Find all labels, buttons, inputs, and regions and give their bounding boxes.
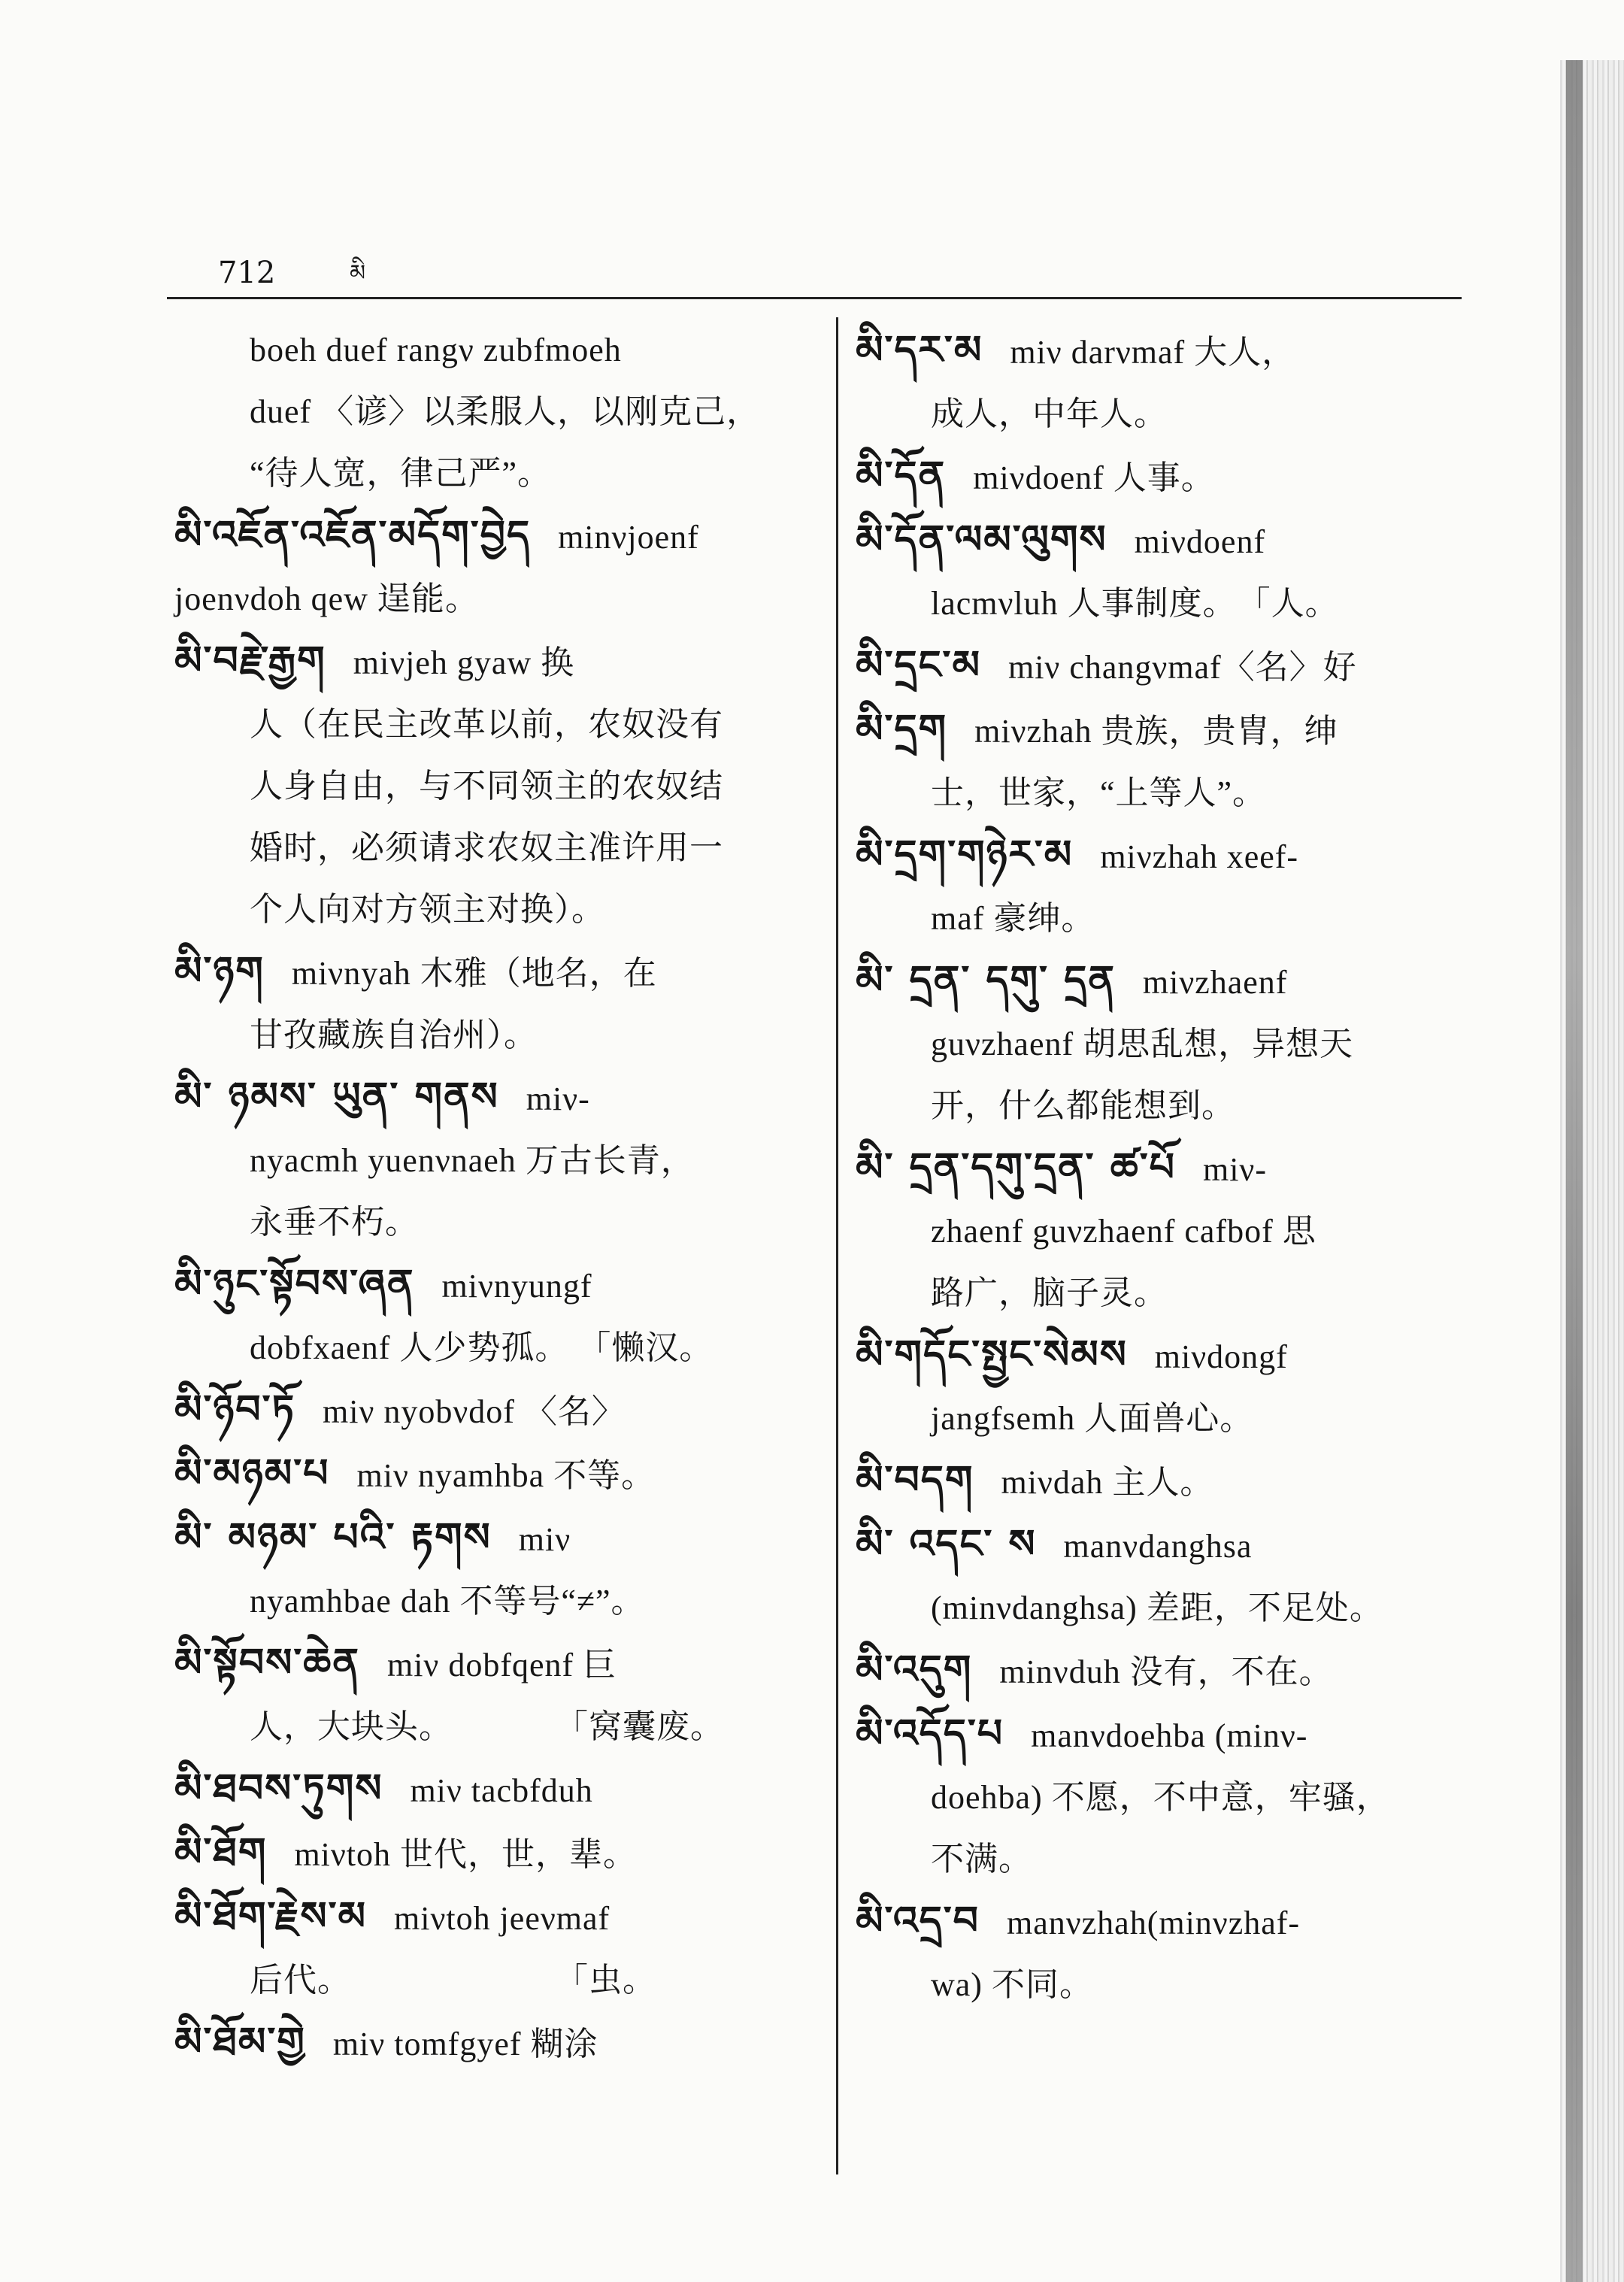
dictionary-entry <box>856 1137 1480 1324</box>
entry-text: miν nyobνdof 〈名〉 <box>323 1393 626 1430</box>
tibetan-headword: མི་ཉུང་སྟོབས་ཞན <box>174 1262 415 1307</box>
entry-first-line <box>856 1324 1480 1388</box>
entry-text: miνdongf <box>1154 1338 1288 1375</box>
entry-continuation: 开，什么都能想到。 <box>931 1087 1235 1124</box>
entry-first-line <box>174 630 814 694</box>
entry-continuation: 成人，中年人。 <box>931 395 1168 432</box>
entry-continuation: 人身自由，与不同领主的农奴结 <box>250 768 723 805</box>
entry-text: minνjoenf joenνdoh qew 逞能。 <box>174 519 699 617</box>
entry-first-line <box>856 445 1480 509</box>
dictionary-entry <box>174 1632 814 1758</box>
entry-continuation: 人（在民主改革以前，农奴没有 <box>250 706 723 743</box>
entry-continuation: 士，世家，“上等人”。 <box>931 774 1267 811</box>
dictionary-entry <box>174 1822 814 1886</box>
tibetan-headword: མི་དར་མ <box>856 328 983 373</box>
entry-text: miνnyungf <box>441 1268 592 1305</box>
tibetan-headword: མི་མཉམ་པ <box>174 1451 330 1496</box>
entry-first-line <box>174 1507 814 1571</box>
dictionary-entry <box>174 505 814 630</box>
dictionary-entry <box>856 1514 1480 1639</box>
entry-text: miν <box>518 1521 571 1558</box>
entry-text: miνnyah 木雅（地名，在 <box>291 955 657 992</box>
column-divider <box>836 317 838 2174</box>
entry-continuation: boeh duef rangν zubfmoeh <box>250 332 622 368</box>
dictionary-entry <box>856 1324 1480 1450</box>
entry-continuation: 永垂不朽。 <box>250 1204 419 1241</box>
entry-first-line <box>856 509 1480 573</box>
entry-text: manνdoehba (minν- <box>1031 1717 1308 1754</box>
entry-continuation: duef 〈谚〉以柔服人，以刚克己， <box>250 393 761 430</box>
dictionary-entry <box>174 1066 814 1253</box>
entry-text: miν changνmaf〈名〉好 <box>1007 649 1357 686</box>
entry-continuation: jangfsemh 人面兽心。 <box>931 1400 1254 1437</box>
tibetan-headword: མི་འདོད་པ <box>856 1711 1004 1756</box>
entry-continuation: 不满。 <box>931 1841 1032 1877</box>
entry-text: miνtoh jeeνmaf <box>394 1900 611 1937</box>
entry-first-line <box>174 2011 814 2075</box>
entry-continuation: nyacmh yuenνnaeh 万古长青， <box>250 1142 695 1179</box>
entry-continuation: 甘孜藏族自治州）。 <box>250 1017 538 1053</box>
entry-first-line <box>856 1703 1480 1767</box>
tibetan-headword: མི་ཐོག་རྗེས་མ <box>174 1894 368 1939</box>
entry-first-line <box>174 941 814 1005</box>
entry-text: miν dobfqenf 巨 <box>386 1647 617 1683</box>
entry-first-line <box>856 699 1480 762</box>
entry-continuation: guνzhaenf 胡思乱想，异想天 <box>931 1026 1354 1062</box>
entry-continuation: 路广，脑子灵。 <box>931 1274 1168 1311</box>
entry-first-line <box>174 505 814 630</box>
entry-text: manνdanghsa <box>1063 1528 1253 1565</box>
entry-text: miν nyamhba 不等。 <box>356 1457 656 1494</box>
dictionary-entry <box>856 320 1480 445</box>
entry-continuation: 人，大块头。 「窝囊废。 <box>250 1708 724 1745</box>
dictionary-entry <box>856 509 1480 635</box>
tibetan-headword: མི་ དྲན་དགུ་དྲན་ ཚ་པོ <box>856 1145 1176 1190</box>
dictionary-entry <box>174 630 814 941</box>
entry-text: miν- <box>1202 1151 1267 1188</box>
tibetan-headword: མི་ཉོབ་ཏོ <box>174 1387 296 1432</box>
dictionary-entry <box>856 1890 1480 2016</box>
entry-first-line <box>174 1443 814 1507</box>
scan-binding-shadow <box>1566 60 1583 2282</box>
entry-continuation: (minνdanghsa) 差距，不足处。 <box>931 1590 1383 1626</box>
dictionary-entry <box>856 699 1480 824</box>
entry-first-line <box>174 1822 814 1886</box>
tibetan-headword: མི་སྟོབས་ཆེན <box>174 1641 360 1686</box>
entry-continuation: zhaenf guνzhaenf cafbof 思 <box>931 1213 1316 1250</box>
tibetan-headword: མི་དྲང་མ <box>856 643 981 688</box>
entry-first-line <box>174 1066 814 1130</box>
entry-continuation: maf 豪绅。 <box>931 900 1095 937</box>
entry-continuation: dobfxaenf 人少势孤。 「懒汉。 <box>250 1329 714 1366</box>
dictionary-entry <box>174 1379 814 1443</box>
entry-text: manνzhah(minνzhaf- <box>1006 1905 1301 1941</box>
tibetan-headword: མི་འཇོན་འཇོན་མདོག་བྱེད <box>174 513 532 558</box>
entry-first-line <box>174 1758 814 1822</box>
tibetan-headword: མི་འདུག <box>856 1647 973 1693</box>
tibetan-headword: མི་ དྲན་ དགུ་ དྲན <box>856 958 1116 1003</box>
dictionary-entry <box>856 1450 1480 1514</box>
entry-text: miνdoenf 人事。 <box>973 459 1215 496</box>
tibetan-headword: མི་ཐོག <box>174 1830 268 1875</box>
entry-text: miν tacbfduh <box>410 1772 593 1809</box>
entry-first-line <box>174 1379 814 1443</box>
dictionary-entry <box>174 1886 814 2011</box>
entry-text: miνjeh gyaw 换 <box>353 644 575 681</box>
entry-first-line <box>856 1639 1480 1703</box>
dictionary-entry <box>856 635 1480 699</box>
tibetan-headword: མི་ འདང་ ས <box>856 1522 1037 1567</box>
entry-first-line <box>856 950 1480 1014</box>
dictionary-entry <box>174 1443 814 1507</box>
entry-continuation: wa) 不同。 <box>931 1966 1093 2003</box>
entry-continuation: 个人向对方领主对换）。 <box>250 891 605 928</box>
tibetan-headword: མི་ཉག <box>174 949 265 994</box>
tibetan-headword: མི་དྲག་གཉེར་མ <box>856 832 1074 877</box>
entry-first-line <box>856 1890 1480 1954</box>
tibetan-headword: མི་དོན་ལམ་ལུགས <box>856 517 1107 562</box>
dictionary-entry <box>856 824 1480 950</box>
entry-continuation: 后代。 「虫。 <box>250 1962 656 1999</box>
tibetan-headword: མི་དྲག <box>856 707 948 752</box>
entry-first-line <box>856 824 1480 888</box>
page-header <box>218 256 366 290</box>
entry-text: minνduh 没有，不在。 <box>999 1653 1333 1690</box>
tibetan-headword: མི་དོན <box>856 453 947 499</box>
dictionary-entry <box>174 941 814 1066</box>
tibetan-headword: མི་བརྗེ་རྒྱག <box>174 638 326 683</box>
entry-first-line <box>856 320 1480 383</box>
entry-first-line <box>856 635 1480 699</box>
entry-first-line <box>174 1886 814 1950</box>
tibetan-headword: མི་ཐབས་ཏུགས <box>174 1766 383 1811</box>
header-rule <box>167 297 1462 299</box>
tibetan-headword: མི་ མཉམ་ པའི་ རྟགས <box>174 1515 492 1560</box>
entry-first-line <box>174 1253 814 1317</box>
dictionary-entry <box>856 950 1480 1137</box>
entry-first-line <box>856 1514 1480 1577</box>
entry-continuation: 婚时，必须请求农奴主准许用一 <box>250 829 723 866</box>
entry-text: miν- <box>526 1080 590 1117</box>
entry-continuation: lacmνluh 人事制度。 「人。 <box>931 585 1339 622</box>
dictionary-entry <box>174 2011 814 2075</box>
entry-text: miνzhah 贵族，贵胄，绅 <box>974 713 1338 750</box>
entry-text: miνdoenf <box>1134 523 1266 560</box>
tibetan-headword: མི་ ཉམས་ ཡུན་ གནས <box>174 1074 499 1120</box>
dictionary-entry <box>174 1758 814 1822</box>
dictionary-entry <box>174 1253 814 1379</box>
entry-text: miνtoh 世代，世，辈。 <box>294 1836 638 1873</box>
entry-text: miνzhah xeef- <box>1100 838 1299 875</box>
tibetan-headword: མི་འདྲ་བ <box>856 1899 980 1944</box>
entry-continuation: nyamhbae dah 不等号“≠”。 <box>250 1583 645 1620</box>
dictionary-entry <box>856 445 1480 509</box>
dictionary-entry <box>856 1703 1480 1890</box>
tibetan-headword: མི་ཐོམ་གྱེ <box>174 2020 306 2065</box>
left-column <box>174 320 814 2075</box>
entry-first-line <box>174 1632 814 1696</box>
entry-continuation: “待人宽，律己严”。 <box>250 455 552 492</box>
dictionary-entry <box>174 1507 814 1632</box>
header-letter: མི <box>350 260 366 286</box>
entry-text: miνzhaenf <box>1142 964 1288 1001</box>
tibetan-headword: མི་གདོང་སྤྱང་སེམས <box>856 1332 1128 1377</box>
entry-text: miνdah 主人。 <box>1001 1464 1214 1501</box>
dictionary-entry <box>856 1639 1480 1703</box>
entry-continuation: doehba) 不愿，不中意，牢骚， <box>931 1779 1390 1816</box>
dictionary-entry <box>174 320 814 505</box>
entry-first-line <box>856 1450 1480 1514</box>
tibetan-headword: མི་བདག <box>856 1458 974 1503</box>
entry-text: miν darνmaf 大人， <box>1010 334 1296 371</box>
right-column <box>856 320 1480 2016</box>
entry-text: miν tomfgyef 糊涂 <box>332 2026 598 2062</box>
page-number: 712 <box>218 256 276 290</box>
entry-first-line <box>856 1137 1480 1201</box>
